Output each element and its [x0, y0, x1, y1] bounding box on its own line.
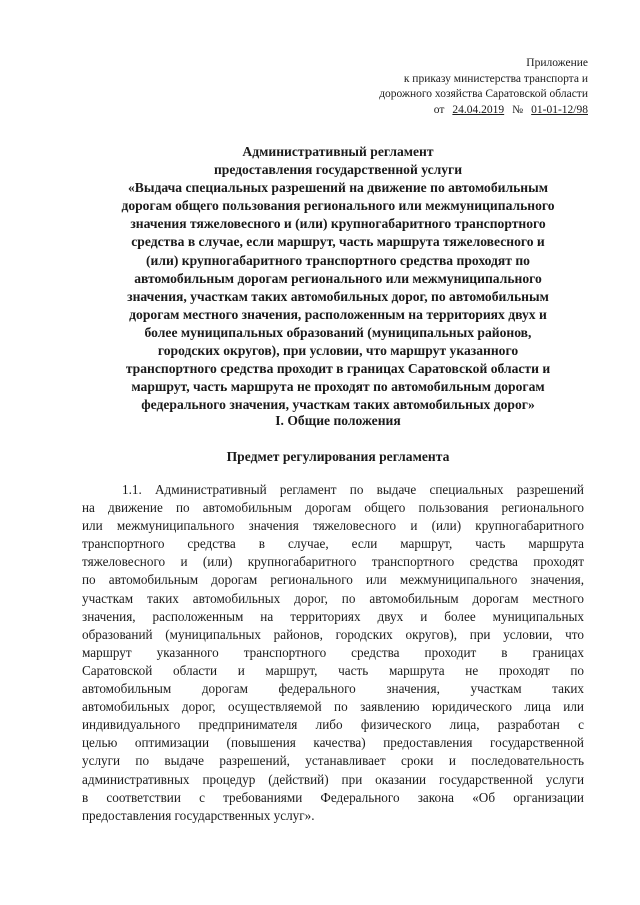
appendix-title: Приложение [526, 57, 588, 69]
paragraph-line: целью оптимизации (повышения качества) предоставления государственной [82, 735, 584, 751]
appendix-ministry-line: дорожного хозяйства Саратовской области [379, 88, 588, 100]
date-prefix: от [433, 103, 445, 116]
paragraph-line: значения, расположенным на территориях двух и более муниципальных [82, 608, 584, 624]
paragraph-line: транспортного средства в случае, если маршрут, часть маршрута [82, 536, 584, 552]
paragraph-line: автомобильных дорог, осуществляемой по заявлению юридического лица или [82, 699, 584, 715]
paragraph-line: Саратовской области и маршрут, часть маршрута не проходят по [82, 662, 584, 678]
paragraph-line: участкам таких автомобильных дорог, по автомобильным дорогам местного [82, 590, 584, 606]
title-line: дорогам местного значения, расположенным на территориях двух и [129, 306, 547, 322]
paragraph-line: тяжеловесного и (или) крупногабаритного транспортного средства проходят [82, 554, 584, 570]
appendix-order-line: к приказу министерства транспорта и [403, 72, 588, 85]
title-line: Административный регламент [242, 144, 434, 159]
title-line: значения тяжеловесного и (или) крупногабаритного транспортного [130, 216, 546, 232]
paragraph-line: административных процедур (действий) при оказании государственной услуги [82, 771, 584, 787]
paragraph-line: на движение по автомобильным дорогам общего пользования регионального [82, 500, 584, 516]
paragraph-line: образований (муниципальных районов, городских округов), при условии, что [82, 626, 584, 642]
title-line: автомобильным дорогам регионального или межмуниципального [134, 270, 542, 286]
title-line: транспортного средства проходит в границах Саратовской области и [125, 361, 551, 377]
section-subheading: Предмет регулирования регламента [226, 449, 450, 464]
title-line: дорогам общего пользования регионального или межмуниципального [121, 198, 555, 214]
order-date: 24.04.2019 [452, 103, 505, 116]
paragraph-line: в соответствии с требованиями Федерального закона «Об организации [82, 789, 584, 805]
order-number: 01-01-12/98 [531, 103, 588, 116]
paragraph-line: индивидуального предпринимателя либо физического лица, разработан с [82, 717, 584, 733]
paragraph-line: маршрут указанного транспортного средства проходит в границах [82, 644, 584, 660]
paragraph-line: автомобильным дорогам федерального значения, участкам таких [82, 681, 584, 697]
paragraph-line: по автомобильным дорогам регионального или межмуниципального значения, [82, 572, 584, 588]
title-line: федерального значения, участкам таких автомобильных дорог» [141, 397, 535, 413]
paragraph-line: 1.1. Административный регламент по выдаче специальных разрешений [122, 482, 584, 497]
paragraph-1-1 [82, 481, 584, 825]
document-title [80, 143, 596, 414]
section-heading: I. Общие положения [275, 413, 401, 428]
title-line: маршрут, часть маршрута не проходят по автомобильным дорогам [131, 379, 545, 395]
title-line: городских округов), при условии, что маршрут указанного [157, 343, 519, 359]
paragraph-line: или межмуниципального значения тяжеловесного и (или) крупногабаритного [82, 518, 584, 534]
title-line: средства в случае, если маршрут, часть маршрута тяжеловесного и [131, 234, 545, 250]
paragraph-line: услуги по выдаче разрешений, устанавливает сроки и последовательность [82, 753, 584, 769]
appendix-header [379, 56, 588, 118]
paragraph-line: предоставления государственных услуг». [82, 807, 315, 823]
title-line: предоставления государственной услуги [213, 162, 463, 178]
title-line: значения, участкам таких автомобильных дорог, по автомобильным [127, 288, 549, 304]
appendix-date-line [379, 103, 588, 119]
number-prefix: № [512, 103, 524, 116]
title-line: «Выдача специальных разрешений на движение по автомобильным [128, 180, 548, 196]
title-line: (или) крупногабаритного транспортного средства проходят по [146, 252, 530, 268]
title-line: более муниципальных образований (муниципальных районов, [144, 324, 532, 340]
